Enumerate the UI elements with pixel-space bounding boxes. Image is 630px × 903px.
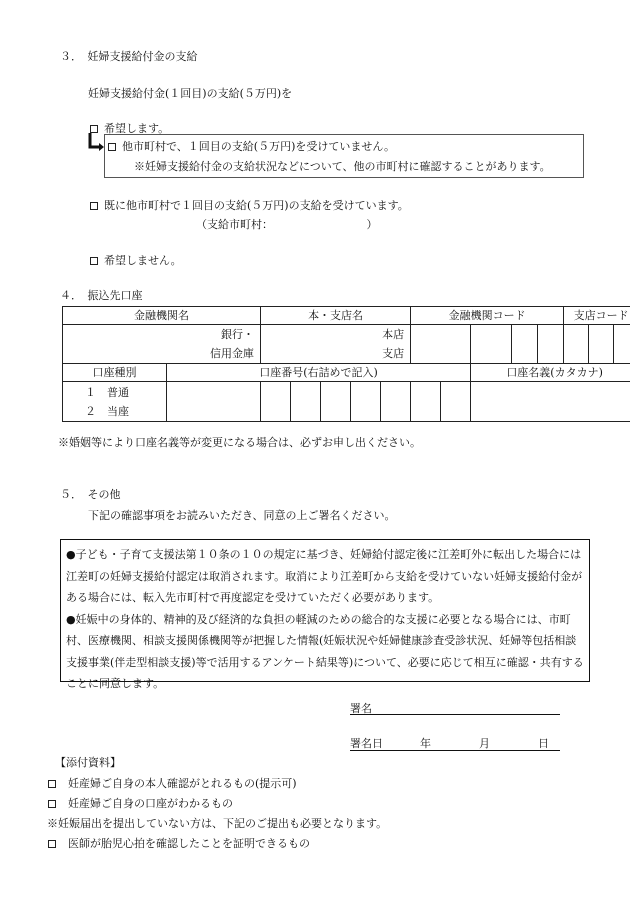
inst-code-digit[interactable] <box>564 325 589 364</box>
account-digit[interactable] <box>441 382 471 422</box>
attachment-item-3[interactable] <box>48 837 310 851</box>
attachment-label: 妊産婦ご自身の本人確認がとれるもの(提示可) <box>68 777 297 790</box>
account-digit[interactable] <box>167 382 261 422</box>
type-current: ２ 当座 <box>85 404 129 418</box>
signature-date-line[interactable] <box>350 750 560 751</box>
account-type-cell[interactable] <box>63 382 167 422</box>
already-received-label: 既に他市町村で１回目の支給(５万円)の支給を受けています。 <box>104 199 409 212</box>
account-note: ※婚姻等により口座名義等が変更になる場合は、必ずお申し出ください。 <box>58 436 421 449</box>
header-account-type: 口座種別 <box>63 364 167 382</box>
paying-municipality: （支給市町村： ） <box>196 218 378 231</box>
section4-heading: ４． 振込先口座 <box>60 289 143 302</box>
no-wish-option[interactable] <box>90 254 182 268</box>
account-holder-cell[interactable] <box>471 382 630 422</box>
signature-label: 署名 <box>350 702 372 715</box>
attachments-note: ※妊娠届出を提出していない方は、下記のご提出も必要となります。 <box>47 817 388 830</box>
branch-code-digit[interactable] <box>614 325 630 364</box>
account-digit[interactable] <box>351 382 381 422</box>
year-label: 年 <box>420 737 431 750</box>
header-institution: 金融機関名 <box>63 307 261 325</box>
day-label: 日 <box>538 737 549 750</box>
attachment-checkbox[interactable] <box>48 840 56 848</box>
inst-code-digit[interactable] <box>512 325 538 364</box>
inst-code-digit[interactable] <box>411 325 471 364</box>
section5-intro: 下記の確認事項をお読みいただき、同意の上ご署名ください。 <box>88 509 396 522</box>
no-wish-label: 希望しません。 <box>104 254 182 267</box>
consent-text <box>66 544 584 695</box>
section5-heading: ５． その他 <box>60 488 121 501</box>
section3-heading: ３． 妊婦支援給付金の支給 <box>60 50 198 63</box>
header-branch: 本・支店名 <box>261 307 411 325</box>
no-wish-checkbox[interactable] <box>90 257 98 265</box>
other-municipality-label: 他市町村で、１回目の支給(５万円)を受けていません。 <box>122 140 396 153</box>
branch-office-label: 支店 <box>382 347 405 360</box>
other-municipality-option[interactable] <box>108 140 395 154</box>
header-branch-code: 支店コード <box>564 307 630 325</box>
bank-account-table <box>62 306 630 422</box>
attachment-label: 妊産婦ご自身の口座がわかるもの <box>68 797 233 810</box>
section3-intro: 妊婦支援給付金(１回目)の支給(５万円)を <box>88 87 293 100</box>
already-received-checkbox[interactable] <box>90 202 98 210</box>
signature-line[interactable] <box>350 714 560 715</box>
inst-code-digit[interactable] <box>589 325 614 364</box>
consent-paragraph-2: ●妊娠中の身体的、精神的及び経済的な負担の軽減のための総合的な支援に必要となる場合には、市町村、医療機関、相談支援関係機関等が把握した情報(妊娠状況や妊婦健康診査受診状況、妊婦等包括相談支援事業(伴走型相談支援)等で活用するアンケート結果等)について、必要に応じて相互に確認・共有することに同意します。 <box>66 612 584 690</box>
institution-cell[interactable] <box>63 325 261 364</box>
head-office-label: 本店 <box>382 328 405 341</box>
account-digit[interactable] <box>321 382 351 422</box>
other-municipality-checkbox[interactable] <box>108 143 116 151</box>
confirm-note: ※妊婦支援給付金の支給状況などについて、他の市町村に確認することがあります。 <box>134 160 551 173</box>
signature-date-label: 署名日 <box>350 737 383 750</box>
arrow-icon <box>86 132 106 156</box>
header-account-number: 口座番号(右詰めで記入) <box>167 364 471 382</box>
inst-code-digit[interactable] <box>538 325 564 364</box>
wish-label: 希望します。 <box>104 122 170 135</box>
inst-code-digit[interactable] <box>471 325 512 364</box>
account-digit[interactable] <box>381 382 411 422</box>
header-inst-code: 金融機関コード <box>411 307 564 325</box>
type-ordinary: １ 普通 <box>85 385 129 399</box>
attachment-item-1[interactable] <box>48 777 297 791</box>
account-digit[interactable] <box>291 382 321 422</box>
attachments-heading: 【添付資料】 <box>55 756 121 769</box>
month-label: 月 <box>479 737 490 750</box>
account-digit[interactable] <box>411 382 441 422</box>
attachment-item-2[interactable] <box>48 797 233 811</box>
header-account-holder: 口座名義(カタカナ) <box>471 364 630 382</box>
bank-suffix: 銀行・ <box>221 328 255 341</box>
credit-suffix: 信用金庫 <box>210 347 255 360</box>
account-digit[interactable] <box>261 382 291 422</box>
already-received-option[interactable] <box>90 199 409 213</box>
attachment-checkbox[interactable] <box>48 800 56 808</box>
attachment-label: 医師が胎児心拍を確認したことを証明できるもの <box>68 837 310 850</box>
consent-paragraph-1: ●子ども・子育て支援法第１０条の１０の規定に基づき、妊婦給付認定後に江差町外に転出した場合には江差町の妊婦支援給付認定は取消されます。取消により江差町から支給を受けていない妊婦支援給付金がある場合には、転入先市町村で再度認定を受けていただく必要があります。 <box>66 548 583 604</box>
attachment-checkbox[interactable] <box>48 780 56 788</box>
branch-cell[interactable] <box>261 325 411 364</box>
